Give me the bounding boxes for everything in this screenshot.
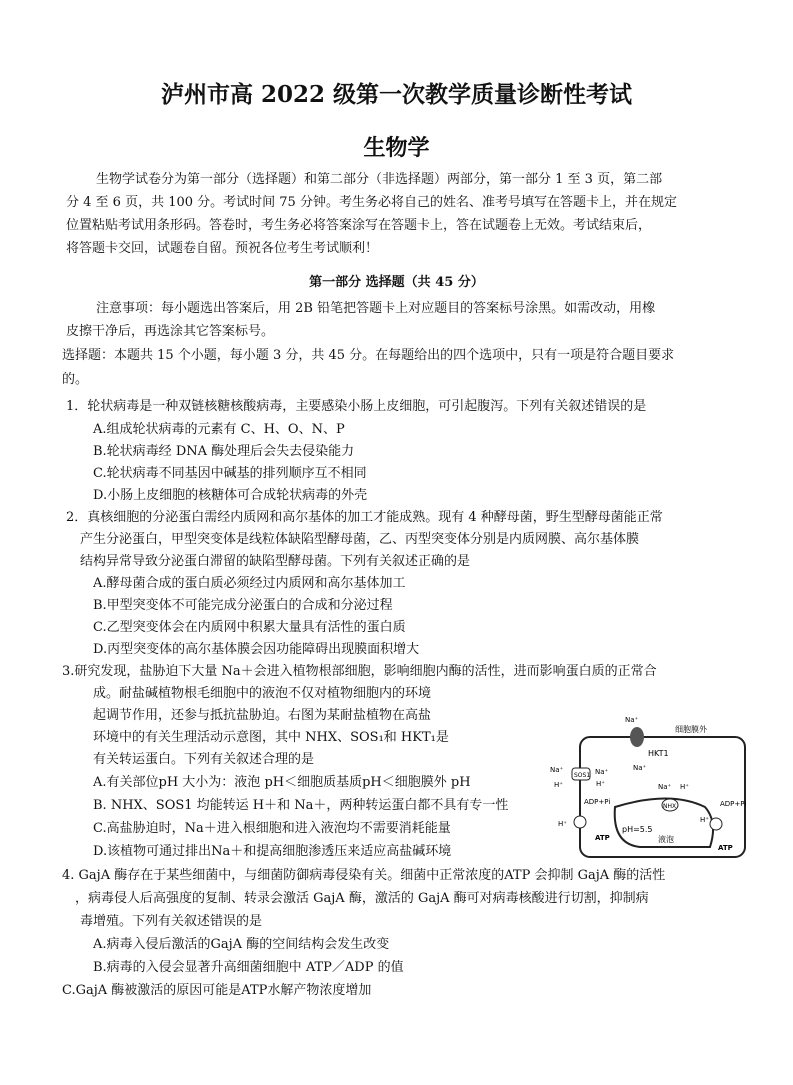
h-label: H⁺ xyxy=(554,781,563,789)
intro-line: 生物学试卷分为第一部分（选择题）和第二部分（非选择题）两部分，第一部分 1 至 3 页，第二部 xyxy=(96,172,663,187)
intro-line: 分 4 至 6 页，共 100 分。考试时间 75 分钟。考生务必将自己的姓名、准考号填写在答题卡上，并在规定 xyxy=(66,195,677,210)
notice-line: 注意事项：每小题选出答案后，用 2B 铅笔把答题卡上对应题目的答案标号涂黑。如需改动，用橡 xyxy=(96,301,656,316)
outside-label: 细胞膜外 xyxy=(675,725,707,734)
question-1-stem: 1．轮状病毒是一种双链核糖核酸病毒，主要感染小肠上皮细胞，可引起腹泻。下列有关叙述错误的是 xyxy=(66,399,647,414)
adp-label: ADP+Pi xyxy=(720,800,747,808)
na-label: Na⁺ xyxy=(625,716,639,724)
na-label: Na⁺ xyxy=(550,766,564,774)
question-4-option-c: C.GajA 酶被激活的原因可能是ATP水解产物浓度增加 xyxy=(62,983,372,998)
question-4-stem: 毒增殖。下列有关叙述错误的是 xyxy=(80,914,263,929)
question-4-stem: ，病毒侵人后高强度的复制、转录会激活 GajA 酶，激活的 GajA 酶可对病毒核酸进行切割，抑制病 xyxy=(75,891,649,906)
na-label: Na⁺ xyxy=(658,783,672,791)
question-3-stem: 3.研究发现，盐胁迫下大量 Na＋会进入植物根部细胞，影响细胞内酶的活性，进而影响蛋白质的正常合 xyxy=(62,664,657,679)
question-4-option-a: A.病毒入侵后激活的GajA 酶的空间结构会发生改变 xyxy=(93,937,390,952)
h-label: H⁺ xyxy=(596,780,605,788)
question-1-option-c: C.轮状病毒不同基因中碱基的排列顺序互不相同 xyxy=(93,466,367,481)
h-label: H⁺ xyxy=(680,783,689,791)
section-heading: 第一部分 选择题（共 45 分） xyxy=(309,275,484,290)
question-3-stem: 起调节作用，还参与抵抗盐胁迫。右图为某耐盐植物在高盐 xyxy=(93,708,432,723)
instructions-line: 的。 xyxy=(62,372,89,387)
hkt1-transporter xyxy=(630,727,644,747)
question-3-option-c: C.高盐胁迫时，Na＋进入根细胞和进入液泡均不需要消耗能量 xyxy=(93,821,451,836)
adp-label: ADP+Pi xyxy=(584,798,611,806)
question-3-stem: 成。耐盐碱植物根毛细胞中的液泡不仅对植物细胞内的环境 xyxy=(93,686,432,701)
question-2-option-c: C.乙型突变体会在内质网中积累大量具有活性的蛋白质 xyxy=(93,620,406,635)
question-2-stem: 2．真核细胞的分泌蛋白需经内质网和高尔基体的加工才能成熟。现有 4 种酵母菌，野生型酵母菌能正常 xyxy=(66,510,663,525)
subject-title: 生物学 xyxy=(363,135,430,161)
question-4-stem: 4. GajA 酶存在于某些细菌中，与细菌防御病毒侵染有关。细菌中正常浓度的ATP 会抑制 GajA 酶的活性 xyxy=(62,868,666,883)
intro-line: 位置粘贴考试用条形码。答卷时，考生务必将答案涂写在答题卡上，答在试题卷上无效。考试结束后， xyxy=(66,218,652,233)
proton-pump xyxy=(574,816,586,828)
question-2-stem: 结构异常导致分泌蛋白滞留的缺陷型酵母菌。下列有关叙述正确的是 xyxy=(80,554,471,569)
atp-label: ATP xyxy=(718,844,733,852)
h-label: H⁺ xyxy=(700,816,709,824)
question-3-option-d: D.该植物可通过排出Na＋和提高细胞渗透压来适应高盐碱环境 xyxy=(93,844,452,859)
question-3-stem: 有关转运蛋白。下列有关叙述合理的是 xyxy=(93,752,315,767)
atp-label: ATP xyxy=(595,834,610,842)
salt-stress-cell-diagram xyxy=(540,712,750,862)
question-3-option-a: A.有关部位pH 大小为：液泡 pH＜细胞质基质pH＜细胞膜外 pH xyxy=(93,775,471,790)
question-2-option-b: B.甲型突变体不可能完成分泌蛋白的合成和分泌过程 xyxy=(93,598,393,613)
question-2-option-d: D.丙型突变体的高尔基体膜会因功能障碍出现膜面积增大 xyxy=(93,642,420,657)
sos1-label: SOS1 xyxy=(574,772,591,779)
h-label: H⁺ xyxy=(558,820,567,828)
intro-line: 将答题卡交回，试题卷自留。预祝各位考生考试顺利！ xyxy=(66,241,379,256)
hkt1-label: HKT1 xyxy=(648,749,669,758)
question-4-option-b: B.病毒的入侵会显著升高细菌细胞中 ATP／ADP 的值 xyxy=(93,960,404,975)
nhx-label: NHX xyxy=(663,803,677,810)
question-1-option-a: A.组成轮状病毒的元素有 C、H、O、N、P xyxy=(93,422,345,437)
notice-line: 皮擦干净后，再选涂其它答案标号。 xyxy=(66,324,275,339)
exam-title: 泸州市高 2022 级第一次教学质量诊断性考试 xyxy=(160,81,633,108)
na-label: Na⁺ xyxy=(595,768,609,776)
na-label: Na⁺ xyxy=(633,764,647,772)
instructions-line: 选择题：本题共 15 个小题，每小题 3 分，共 45 分。在每题给出的四个选项中，只有一项是符合题目要求 xyxy=(62,348,675,363)
question-1-option-d: D.小肠上皮细胞的核糖体可合成轮状病毒的外壳 xyxy=(93,488,368,503)
question-2-option-a: A.酵母菌合成的蛋白质必须经过内质网和高尔基体加工 xyxy=(93,576,406,591)
ph-label: pH=5.5 xyxy=(622,825,653,834)
question-3-option-b: B. NHX、SOS1 均能转运 H＋和 Na＋，两种转运蛋白都不具有专一性 xyxy=(93,798,509,813)
vacuole-label: 液泡 xyxy=(658,835,674,844)
question-3-stem: 环境中的有关生理活动示意图，其中 NHX、SOS₁和 HKT₁是 xyxy=(93,730,449,745)
question-2-stem: 产生分泌蛋白，甲型突变体是线粒体缺陷型酵母菌，乙、丙型突变体分别是内质网膜、高尔基体膜 xyxy=(80,532,640,547)
question-1-option-b: B.轮状病毒经 DNA 酶处理后会失去侵染能力 xyxy=(93,444,355,459)
vacuole-proton-pump xyxy=(710,818,722,830)
